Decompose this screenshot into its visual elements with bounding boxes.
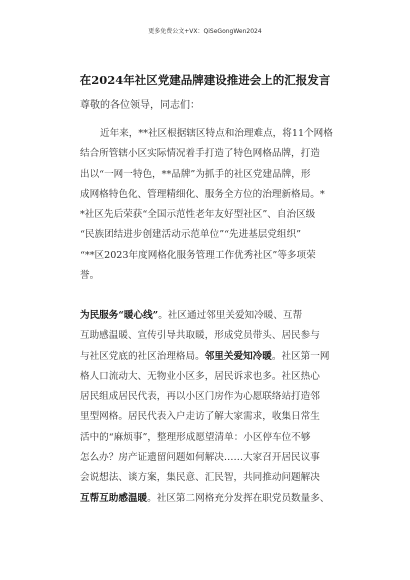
- section-heading-warm-line: 为民服务“暖心线”: [80, 310, 159, 321]
- paragraph-1-line: 出以“一网一特色，**品牌”为抓手的社区党建品牌，形: [80, 168, 311, 180]
- text-run: 与社区党底的社区治理格局。: [80, 350, 205, 362]
- paragraph-2-line: 居民组成居民代表，再以小区门房作为心愿联络站打造邻: [80, 391, 320, 403]
- paragraph-1-line: *社区先后荣获“全国示范性老年友好型社区”、自治区级: [80, 209, 316, 221]
- paragraph-2-line: 会说想法、谈方案，集民意、汇民智，共同推动问题解决: [80, 472, 320, 484]
- paragraph-2: [80, 306, 332, 509]
- paragraph-2-line: 怎么办？房产证遗留问题如何解决……大家召开居民议事: [80, 452, 320, 464]
- paragraph-1-line: 成网格特色化、管理精细化、服务全方位的治理新格局。*: [80, 188, 325, 200]
- salutation: 尊敬的各位领导，同志们：: [80, 100, 200, 111]
- paragraph-2-line: [80, 347, 332, 367]
- subheading-neighbor-care: 邻里关爱知冷暖: [204, 350, 272, 362]
- paragraph-1-line: “民族团结进步创建活动示范单位”“先进基层党组织”: [80, 229, 302, 241]
- text-run: 。社区通过邻里关爱知冷暖、互帮: [158, 310, 303, 321]
- paragraph-2-line: 互助感温暖、宣传引导共取暖，形成党员带头、居民参与: [80, 330, 320, 342]
- header-note: 更多免费公文+VX：QiSeGongWen2024: [148, 28, 262, 35]
- paragraph-1-line: 近年来，**社区根据辖区特点和治理难点，将11个网格: [100, 128, 333, 139]
- paragraph-1: [80, 124, 332, 286]
- paragraph-2-line: 格人口流动大、无物业小区多，居民诉求也多。社区热心: [80, 370, 320, 382]
- paragraph-2-line: 活中的“麻烦事”，整理形成愿望清单：小区停车位不够: [80, 431, 311, 443]
- text-run: 。社区第二网格充分发挥在职党员数量多、: [147, 492, 330, 504]
- paragraph-2-line: 里型网格。居民代表入户走访了解大家需求，收集日常生: [80, 411, 320, 423]
- paragraph-2-line: [80, 306, 332, 326]
- paragraph-1-line: 结合所管辖小区实际情况着手打造了特色网格品牌，打造: [80, 148, 320, 160]
- subheading-mutual-help: 互帮互助感温暖: [80, 492, 148, 504]
- paragraph-1-line: 誉。: [80, 270, 100, 282]
- text-run: 。社区第一网: [271, 350, 330, 362]
- paragraph-1-line: “**区2023年度网格化服务管理工作优秀社区”等多项荣: [80, 249, 316, 261]
- paragraph-2-line: [80, 489, 332, 509]
- document-title: 在2024年社区党建品牌建设推进会上的汇报发言: [79, 73, 331, 87]
